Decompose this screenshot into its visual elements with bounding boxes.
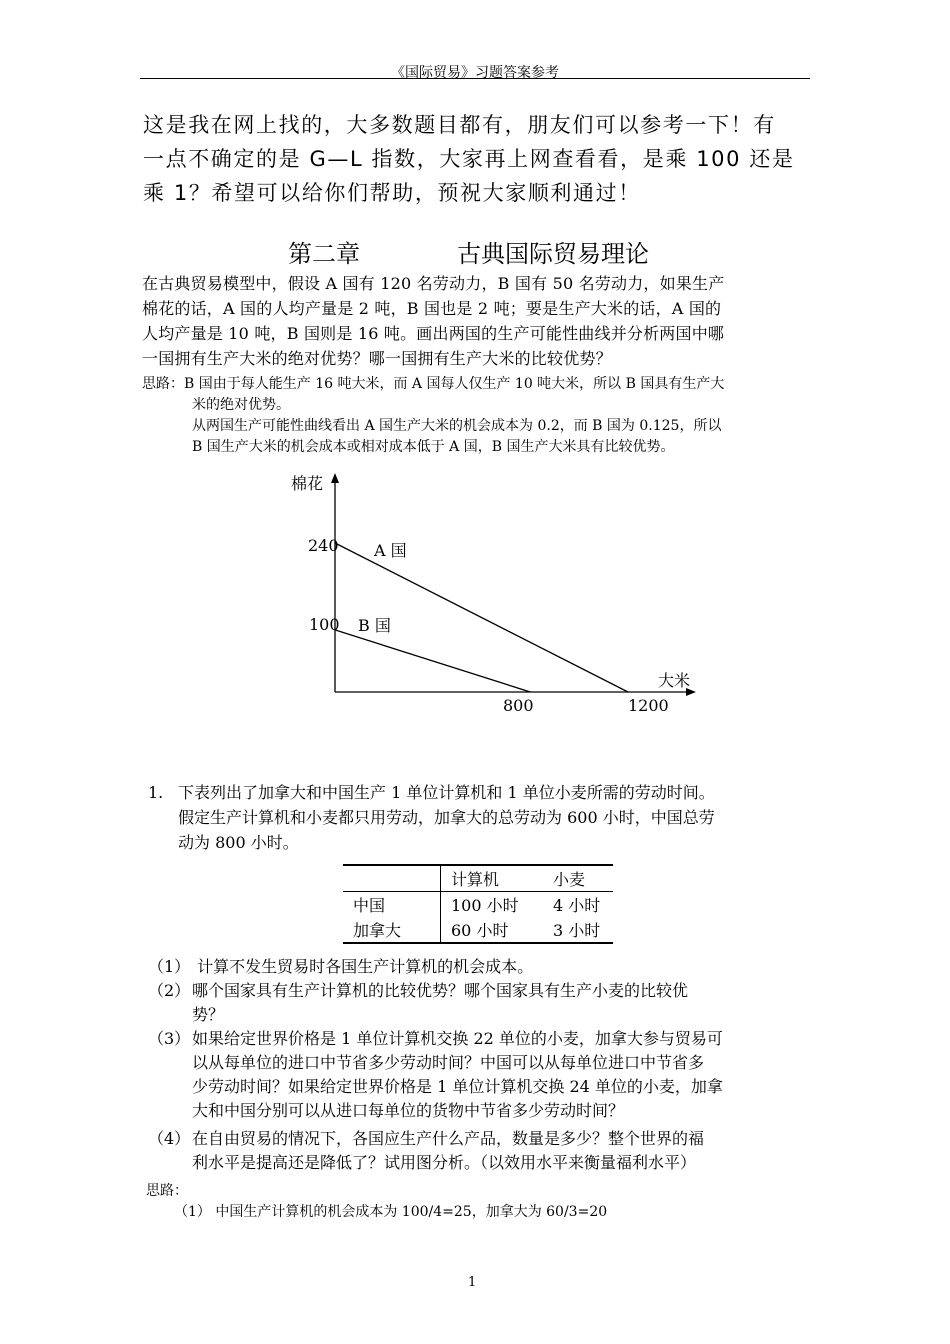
subquestion-4 bbox=[148, 1127, 820, 1175]
table-header-cell: 小麦 bbox=[543, 865, 613, 892]
table-header-cell: 计算机 bbox=[441, 865, 544, 892]
ppf-line-b bbox=[335, 630, 530, 692]
table-header-cell bbox=[343, 865, 441, 892]
intro-line: 乘 1？希望可以给你们帮助，预祝大家顺利通过！ bbox=[143, 181, 641, 205]
y-axis-label: 棉花 bbox=[291, 474, 324, 493]
subquestion-label: （2） bbox=[148, 981, 191, 1000]
series-label-b: B 国 bbox=[358, 616, 391, 635]
page-number: 1 bbox=[468, 1275, 477, 1290]
idea-line: B 国由于每人能生产 16 吨大米，而 A 国每人仅生产 10 吨大米，所以 B 国具有生产大 bbox=[184, 376, 725, 392]
table-cell: 60 小时 bbox=[441, 917, 544, 943]
answer-label: 思路： bbox=[146, 1183, 188, 1199]
running-header: 《国际贸易》习题答案参考 bbox=[391, 65, 559, 81]
question-line: 动为 800 小时。 bbox=[178, 833, 299, 852]
table-cell: 中国 bbox=[343, 892, 441, 918]
table-row bbox=[343, 917, 613, 943]
problem-line: 棉花的话，A 国的人均产量是 2 吨，B 国也是 2 吨；要是生产大米的话，A 国的 bbox=[142, 299, 722, 318]
intro-note bbox=[143, 108, 813, 210]
chapter-title: 古典国际贸易理论 bbox=[457, 240, 649, 268]
table-cell: 3 小时 bbox=[543, 917, 613, 943]
problem-line: 一国拥有生产大米的绝对优势？哪一国拥有生产大米的比较优势？ bbox=[142, 349, 612, 368]
question-number: 1. bbox=[148, 783, 164, 802]
x-tick-label-800: 800 bbox=[503, 696, 534, 715]
table-cell: 4 小时 bbox=[553, 896, 601, 915]
series-label-a: A 国 bbox=[374, 541, 407, 560]
idea-label: 思路： bbox=[142, 376, 184, 392]
y-tick-label-240: 240 bbox=[308, 536, 339, 555]
subquestion-3 bbox=[148, 1027, 820, 1123]
ppf-chart bbox=[280, 470, 720, 720]
subquestion-line: 计算不发生贸易时各国生产计算机的机会成本。 bbox=[192, 957, 534, 976]
idea-line: B 国生产大米的机会成本或相对成本低于 A 国，B 国生产大米具有比较优势。 bbox=[192, 439, 675, 455]
subquestion-line: 势？ bbox=[192, 1005, 225, 1024]
subquestion-2 bbox=[148, 979, 820, 1027]
subquestion-1 bbox=[148, 955, 820, 979]
header-rule bbox=[140, 78, 810, 79]
answer-line: （1） 中国生产计算机的机会成本为 100/4=25，加拿大为 60/3=20 bbox=[174, 1204, 608, 1220]
problem-line: 在古典贸易模型中，假设 A 国有 120 名劳动力，B 国有 50 名劳动力，如果生产 bbox=[142, 274, 725, 293]
subquestion-line: 利水平是提高还是降低了？试用图分析。（以效用水平来衡量福利水平） bbox=[192, 1153, 697, 1172]
table-cell: 100 小时 bbox=[451, 896, 519, 915]
subquestion-label: （3） bbox=[148, 1029, 191, 1048]
problem-text bbox=[142, 271, 814, 371]
question-line: 假定生产计算机和小麦都只用劳动，加拿大的总劳动为 600 小时，中国总劳 bbox=[178, 808, 715, 827]
problem-line: 人均产量是 10 吨，B 国则是 16 吨。画出两国的生产可能性曲线并分析两国中哪 bbox=[142, 324, 725, 343]
table-cell: 加拿大 bbox=[343, 917, 441, 943]
subquestion-line: 在自由贸易的情况下，各国应生产什么产品，数量是多少？整个世界的福 bbox=[192, 1129, 705, 1148]
question-1 bbox=[148, 780, 818, 855]
y-tick-label-100: 100 bbox=[309, 615, 340, 634]
subquestion-line: 哪个国家具有生产计算机的比较优势？哪个国家具有生产小麦的比较优 bbox=[192, 981, 689, 1000]
table-row bbox=[343, 892, 613, 918]
intro-line: 这是我在网上找的，大多数题目都有，朋友们可以参考一下！有 bbox=[143, 113, 776, 137]
subquestion-line: 如果给定世界价格是 1 单位计算机交换 22 单位的小麦，加拿大参与贸易可 bbox=[192, 1029, 723, 1048]
subquestion-line: 以从每单位的进口中节省多少劳动时间？中国可以从每单位进口中节省多 bbox=[192, 1053, 705, 1072]
labor-time-table bbox=[343, 864, 613, 944]
subquestion-line: 少劳动时间？如果给定世界价格是 1 单位计算机交换 24 单位的小麦，加拿 bbox=[192, 1077, 723, 1096]
idea-line: 米的绝对优势。 bbox=[192, 397, 290, 413]
idea-line: 从两国生产可能性曲线看出 A 国生产大米的机会成本为 0.2，而 B 国为 0.125，所以 bbox=[192, 418, 722, 434]
question-line: 下表列出了加拿大和中国生产 1 单位计算机和 1 单位小麦所需的劳动时间。 bbox=[178, 783, 715, 802]
table-header-row bbox=[343, 865, 613, 892]
x-tick-label-1200: 1200 bbox=[628, 696, 669, 715]
chapter-number: 第二章 bbox=[288, 240, 360, 268]
subquestion-line: 大和中国分别可以从进口每单位的货物中节省多少劳动时间？ bbox=[192, 1101, 625, 1120]
x-axis-label: 大米 bbox=[658, 671, 691, 690]
y-axis-arrow bbox=[331, 473, 339, 483]
subquestion-label: （4） bbox=[148, 1129, 191, 1148]
idea-block bbox=[142, 374, 814, 458]
subquestion-label: （1） bbox=[148, 957, 191, 976]
intro-line: 一点不确定的是 G—L 指数，大家再上网查看看，是乘 100 还是 bbox=[143, 147, 795, 171]
